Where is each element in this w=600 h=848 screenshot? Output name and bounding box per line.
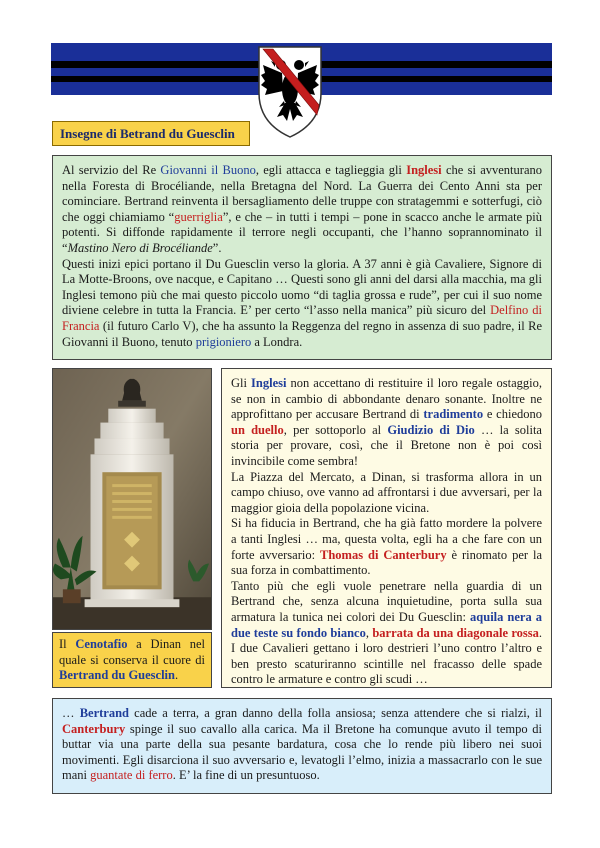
- duel-paragraph-4: Tanto più che egli vuole penetrare nella guardia di un Bertrand che, senza alcuna inquietudine, porta sulla sua armatura la tunica nei colori dei Du Guesclin: aquila nera a due teste su fondo bianco, barrata da una diagonale rossa. I due Cavalieri gettano i loro destrieri l’uno contro l’altro e ben presto scaturiranno scintille nel fracasso delle spade contro le armature e contro gli scudi …: [231, 578, 543, 687]
- highlight-cenotafio: Cenotafio: [75, 637, 128, 651]
- duel-paragraph-2: La Piazza del Mercato, a Dinan, si trasforma allora in un campo chiuso, ove vanno ad affrontarsi i due avversari, per la maggior gioia della popolazione vicina.: [231, 469, 542, 515]
- highlight-delfino: Delfino di Francia: [62, 303, 542, 333]
- ending-paragraph: … Bertrand cade a terra, a gran danno della folla ansiosa; senza attendere che si rialzi, il Canterbury spinge il suo cavallo alla carica. Ma il Bretone ha comunque avuto il tempo di buttar via una parte della sua pesante bardatura, cosa che lo rende più libero nei suoi movimenti. Egli disarciona il suo avversario e, levatogli l’elmo, inizia a massacrarlo con le sue mani guantate di ferro. E’ la fine di un presuntuoso.: [62, 706, 542, 783]
- highlight-inglesi-2: Inglesi: [251, 376, 287, 390]
- duel-paragraph-1: Gli Inglesi non accettano di restituire il loro regale ostaggio, se non in cambio di abbondante denaro sonante. Inoltre ne approfittano per accusare Bertrand di tradimento e chiedono un duello, per sottoporlo al Giudizio di Dio … la solita storia per provare, così, che il Bretone non è poi così invincibile come sembra!: [231, 376, 542, 468]
- highlight-thomas: Thomas di Canterbury: [320, 547, 447, 562]
- duel-text-box: [221, 368, 552, 688]
- highlight-giudizio: Giudizio di Dio: [387, 422, 475, 437]
- highlight-bertrand: Bertrand: [79, 706, 129, 720]
- coat-of-arms-icon: [255, 43, 325, 139]
- duel-paragraph-3: Si ha fiducia in Bertrand, che ha già fatto mordere la polvere a tanti Inglesi … ma, questa volta, egli ha a che fare con un forte avversario: Thomas di Canterbury è rinomato per la sua forza in combattimento.: [231, 516, 542, 578]
- page-title: Insegne di Betrand du Guesclin: [60, 125, 235, 141]
- intro-paragraph-1: Al servizio del Re Giovanni il Buono, egli attacca e taglieggia gli Inglesi che si avventurano nella Foresta di Brocéliande, nella Bretagna del Nord. La Guerra dei Cento Anni sta per cominciare. Bertrand reinventa il bersagliamento delle truppe con stratagemmi e sotterfugi, ciò che oggi chiamiamo “guerriglia”, e che – in tutti i tempi – pone in scacco anche le armate più potenti. Si diffonde rapidamente il terrore negli occupanti, che l’hanno soprannominato il “Mastino Nero di Brocéliande”.: [62, 163, 543, 255]
- highlight-giovanni: Giovanni il Buono: [160, 163, 256, 177]
- highlight-aquila: aquila nera a due teste su fondo bianco: [231, 609, 542, 640]
- intro-text-box: [52, 155, 552, 360]
- highlight-tradimento: tradimento: [423, 407, 484, 422]
- intro-paragraph-2: Questi inizi epici portano il Du Guesclin verso la gloria. A 37 anni è già Cavaliere, Signore di La Motte-Broons, ove nacque, e Capitano … Questi sono gli anni del darsi alla macchia, ma gli Inglesi temono più che mai questo piccolo uomo “di taglia grossa e rude”, per cui il suo nome diviene celebre in tutta la Francia. E’ per certo “l’asso nella manica” più sicuro del Delfino di Francia (il futuro Carlo V), che ha assunto la Reggenza del regno in assenza di suo padre, il Re Giovanni il Buono, tenuto prigioniero a Londra.: [62, 256, 542, 349]
- highlight-inglesi: Inglesi: [406, 163, 442, 177]
- highlight-guantate: guantate di ferro: [90, 768, 173, 783]
- highlight-duello: un duello: [231, 422, 284, 437]
- ending-text-box: [52, 698, 552, 794]
- highlight-prigioniero: prigioniero: [195, 334, 252, 349]
- highlight-guerriglia: guerriglia: [174, 209, 223, 224]
- photo-caption: Il Cenotafio a Dinan nel quale si conserva il cuore di Bertrand du Guesclin.: [52, 632, 212, 688]
- highlight-bertrand-caption: Bertrand du Guesclin: [59, 668, 175, 683]
- highlight-canterbury: Canterbury: [62, 721, 126, 736]
- page-title-box: [52, 121, 250, 146]
- highlight-mastino: Mastino Nero di Brocéliande: [67, 240, 213, 255]
- cenotaph-photo: [52, 368, 212, 630]
- highlight-barrata: barrata da una diagonale rossa: [372, 625, 539, 640]
